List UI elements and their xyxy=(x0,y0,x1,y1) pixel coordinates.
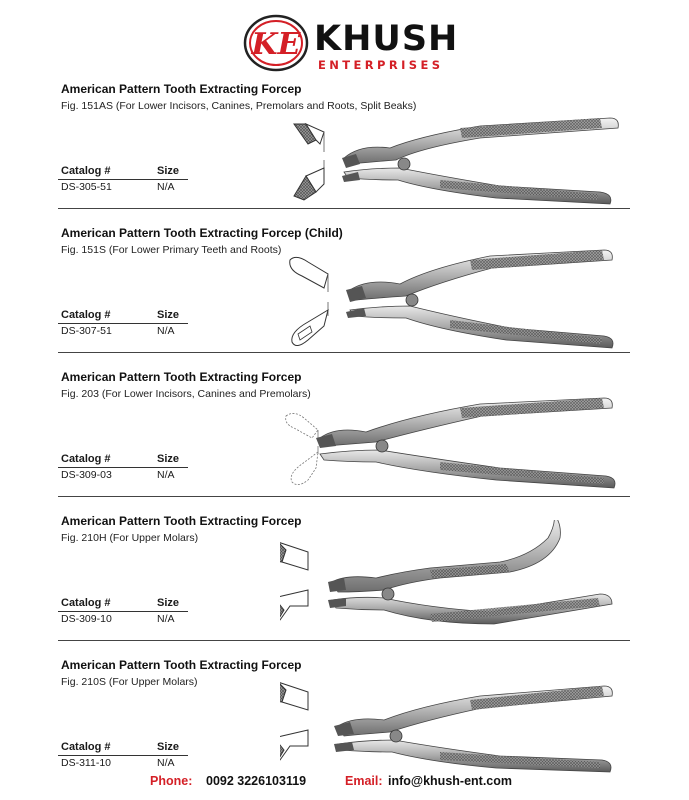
product-title: American Pattern Tooth Extracting Forcep xyxy=(61,658,302,672)
brand-logo xyxy=(243,10,459,74)
brand-badge-icon xyxy=(243,14,309,72)
catalog-heading: Catalog # xyxy=(61,309,111,321)
phone-number[interactable]: 0092 3226103119 xyxy=(206,774,307,788)
beak-detail-icon xyxy=(294,124,324,200)
brand-subtitle: ENTERPRISES xyxy=(318,58,444,72)
product-row xyxy=(0,366,689,510)
product-row xyxy=(0,78,689,222)
beak-detail-icon xyxy=(286,413,318,484)
forcep-icon xyxy=(316,398,615,488)
section-divider xyxy=(58,640,630,641)
forcep-image xyxy=(280,232,630,352)
catalog-number: DS-309-10 xyxy=(61,613,112,625)
product-fig: Fig. 210S (For Upper Molars) xyxy=(61,676,198,688)
catalog-number: DS-309-03 xyxy=(61,469,112,481)
section-divider xyxy=(58,352,630,353)
forcep-image xyxy=(280,376,630,496)
catalog-number: DS-307-51 xyxy=(61,325,112,337)
size-value: N/A xyxy=(157,325,175,337)
beak-detail-icon xyxy=(280,542,308,620)
product-row xyxy=(0,222,689,366)
size-value: N/A xyxy=(157,757,175,769)
phone-label: Phone: xyxy=(150,774,193,788)
size-heading: Size xyxy=(157,165,180,177)
product-title: American Pattern Tooth Extracting Forcep xyxy=(61,370,302,384)
catalog-underline xyxy=(58,755,188,756)
catalog-underline xyxy=(58,611,188,612)
catalog-underline xyxy=(58,179,188,180)
product-title: American Pattern Tooth Extracting Forcep xyxy=(61,514,302,528)
catalog-underline xyxy=(58,323,188,324)
contact-footer xyxy=(0,774,689,792)
email-label: Email: xyxy=(345,774,383,788)
forcep-image xyxy=(280,664,630,784)
forcep-icon xyxy=(334,686,612,772)
size-value: N/A xyxy=(157,181,175,193)
catalog-number: DS-305-51 xyxy=(61,181,112,193)
brand-name: KHUSH xyxy=(314,19,459,59)
forcep-image xyxy=(280,88,630,208)
section-divider xyxy=(58,208,630,209)
beak-detail-icon xyxy=(290,257,328,345)
product-row xyxy=(0,510,689,654)
product-title: American Pattern Tooth Extracting Forcep xyxy=(61,82,302,96)
catalog-heading: Catalog # xyxy=(61,453,111,465)
catalog-heading: Catalog # xyxy=(61,597,111,609)
catalog-number: DS-311-10 xyxy=(61,757,111,769)
size-heading: Size xyxy=(157,597,180,609)
forcep-icon xyxy=(346,250,613,348)
catalog-heading: Catalog # xyxy=(61,165,111,177)
size-heading: Size xyxy=(157,453,180,465)
catalog-underline xyxy=(58,467,188,468)
forcep-image xyxy=(280,520,630,640)
email-address[interactable]: info@khush-ent.com xyxy=(388,774,512,788)
beak-detail-icon xyxy=(280,682,308,760)
product-fig: Fig. 151AS (For Lower Incisors, Canines, Premolars and Roots, Split Beaks) xyxy=(61,100,417,112)
section-divider xyxy=(58,496,630,497)
product-fig: Fig. 151S (For Lower Primary Teeth and Roots) xyxy=(61,244,282,256)
product-fig: Fig. 203 (For Lower Incisors, Canines and Premolars) xyxy=(61,388,311,400)
svg-text:KE: KE xyxy=(251,27,301,62)
size-value: N/A xyxy=(157,613,175,625)
product-title: American Pattern Tooth Extracting Forcep (Child) xyxy=(61,226,343,240)
size-value: N/A xyxy=(157,469,175,481)
size-heading: Size xyxy=(157,309,180,321)
catalog-heading: Catalog # xyxy=(61,741,111,753)
product-fig: Fig. 210H (For Upper Molars) xyxy=(61,532,199,544)
size-heading: Size xyxy=(157,741,180,753)
forcep-icon xyxy=(342,118,618,204)
forcep-icon xyxy=(328,520,612,624)
